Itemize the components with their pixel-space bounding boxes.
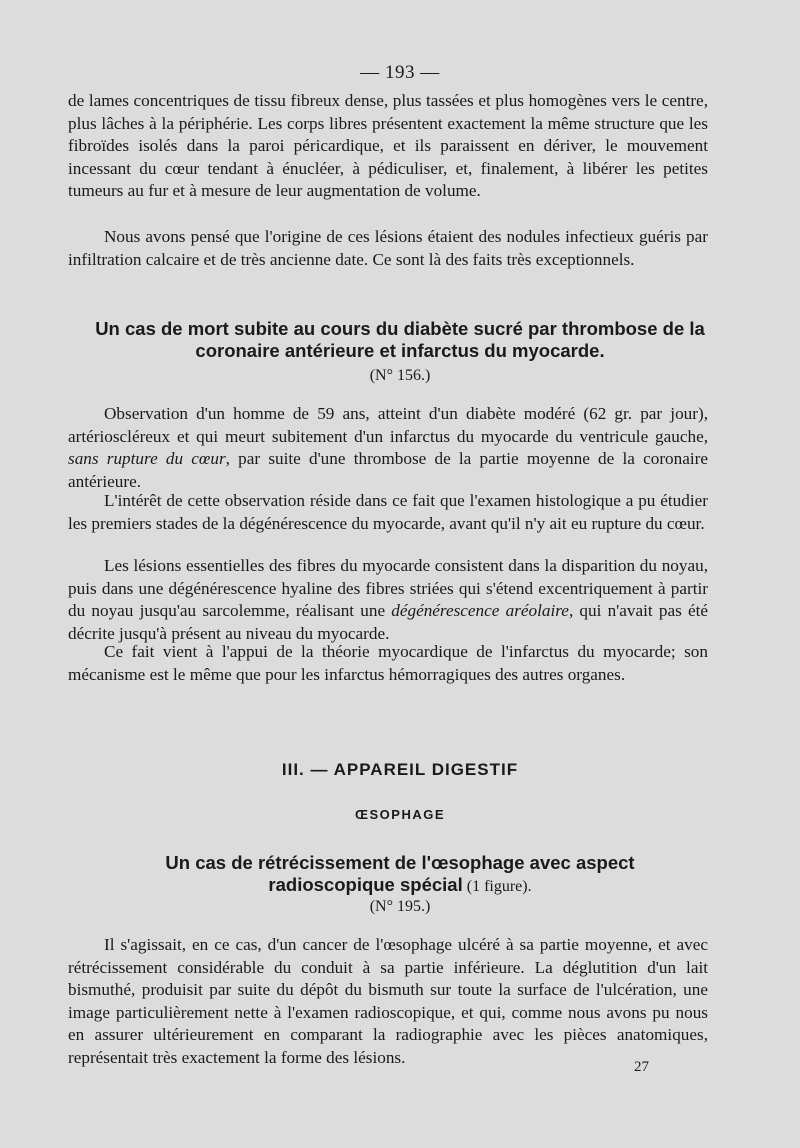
article-1-paragraph-2: L'intérêt de cette observation réside dans ce fait que l'examen histologique a pu étudier les premiers stades de la dégénérescence du myocarde, avant qu'il n'y ait eu rupture du cœur. <box>68 491 708 533</box>
article-1-paragraph-4: Ce fait vient à l'appui de la théorie myocardique de l'infarctus du myocarde; son mécanisme est le même que pour les infarctus hémorragiques des autres organes. <box>68 642 708 684</box>
section-title: III. — APPAREIL DIGESTIF <box>281 760 519 779</box>
article-1-reference: (N° 156.) <box>369 367 431 384</box>
article-2-reference: (N° 195.) <box>369 898 431 915</box>
article-2-paragraph-1: Il s'agissait, en ce cas, d'un cancer de l'œsophage ulcéré à sa partie moyenne, et avec rétrécissement considérable du conduit à sa partie inférieure. La déglutition d'un lait bismuthé, produisit par suite du dépôt du bismuth sur toute la surface de l'ulcération, une image particulièrement nette à l'examen radioscopique, et qui, comme nous avons pu nous en assurer ultérieurement en comparant la radiographie avec les pièces anatomiques, représentait très exactement la forme des lésions. <box>68 935 708 1067</box>
article-1-emphasis-2: dégénérescence aréolaire <box>391 601 569 621</box>
page-number: — 193 — <box>360 62 440 83</box>
footer-number: 27 <box>634 1059 649 1075</box>
article-1-paragraph-1: Observation d'un homme de 59 ans, atteint d'un diabète modéré (62 gr. par jour), artérioscléreux et qui meurt subitement d'un infarctus du myocarde du ventricule gauche, sans rupture du cœur, par suite d'une thrombose de la partie moyenne de la coronaire antérieure. <box>68 404 708 491</box>
subsection-title: ŒSOPHAGE <box>354 807 445 822</box>
article-2-title: Un cas de rétrécissement de l'œsophage avec aspect radioscopique spécial (1 figure). <box>165 852 635 895</box>
article-1-title: Un cas de mort subite au cours du diabète sucré par thrombose de la coronaire antérieure et infarctus du myocarde. <box>95 318 705 361</box>
article-1-paragraph-3: Les lésions essentielles des fibres du myocarde consistent dans la disparition du noyau, puis dans une dégénérescence hyaline des fibres striées qui s'étend excentriquement à partir du noyau jusqu'au sarcolemme, réalisant une dégénérescence aréolaire, qui n'avait pas été décrite jusqu'à présent au niveau du myocarde. <box>68 556 708 643</box>
intro-paragraph-1: de lames concentriques de tissu fibreux dense, plus tassées et plus homogènes vers le centre, plus lâches à la périphérie. Les corps libres présentent exactement la même structure que les fibroïdes isolés dans la paroi péricardique, et ils paraissent en dériver, le mouvement incessant du cœur tendant à énucléer, à pédiculiser, et, finalement, à libérer les petites tumeurs au fur et à mesure de leur augmentation de volume. <box>68 91 708 201</box>
article-1-emphasis-1: sans rupture du cœur <box>68 449 226 469</box>
intro-paragraph-2: Nous avons pensé que l'origine de ces lésions étaient des nodules infectieux guéris par infiltration calcaire et de très ancienne date. Ce sont là des faits très exceptionnels. <box>68 227 708 269</box>
